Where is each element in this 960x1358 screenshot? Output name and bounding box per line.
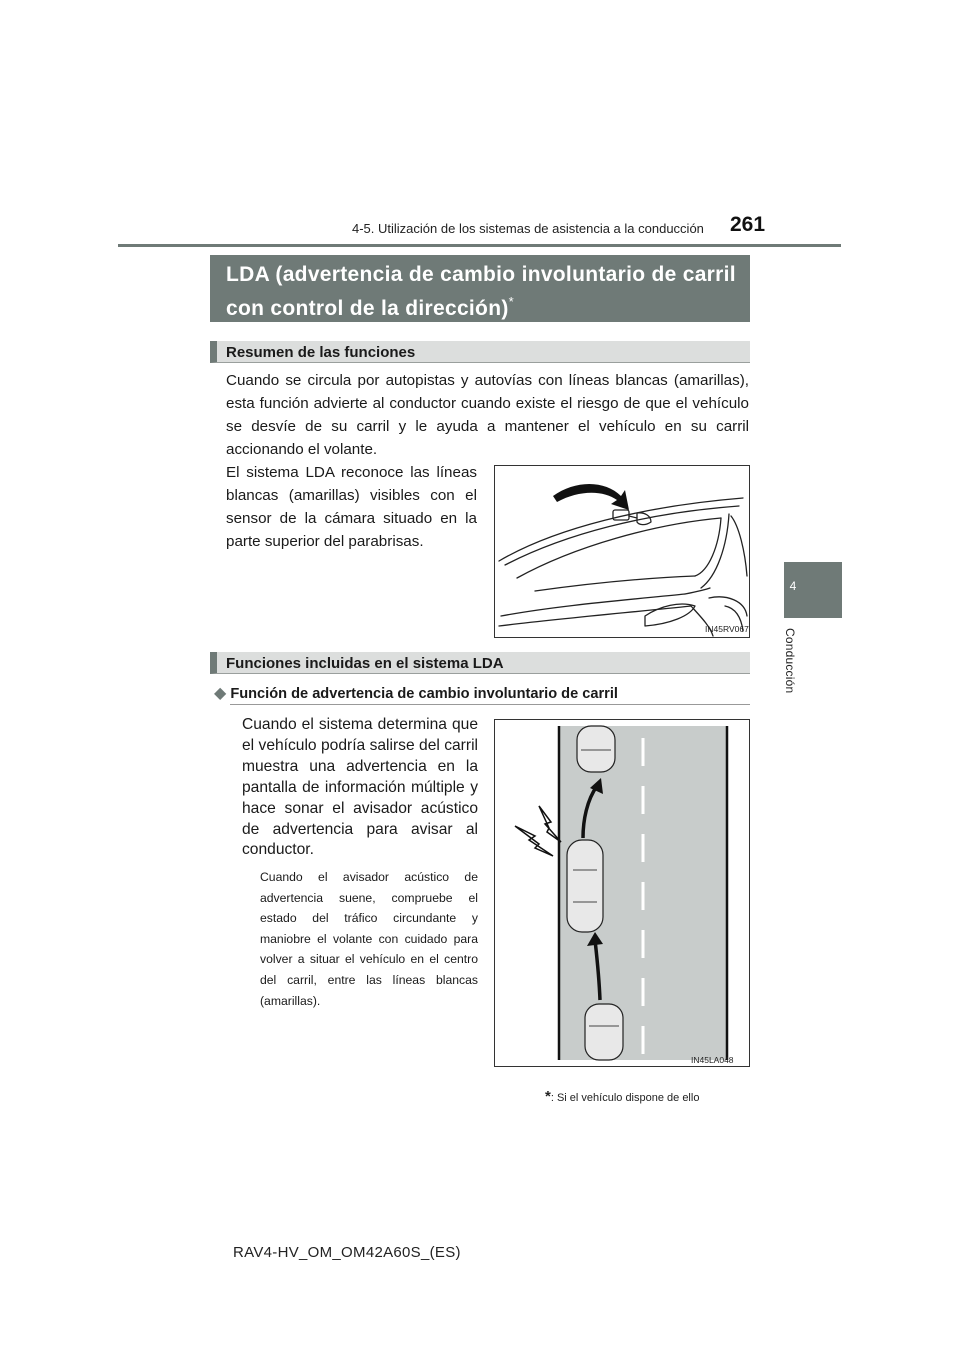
summary-heading: Resumen de las funciones [210, 341, 750, 363]
footnote-asterisk: * [545, 1088, 551, 1105]
function-subheading [214, 683, 618, 703]
subheading-rule [230, 704, 750, 705]
lane-departure-figure [494, 719, 750, 1067]
camera-location-figure [494, 465, 750, 638]
chapter-tab-number: 4 [789, 579, 797, 593]
header-rule [118, 244, 841, 247]
figure-code-2: IN45LA048 [691, 1055, 734, 1065]
document-code: RAV4-HV_OM_OM42A60S_(ES) [233, 1244, 461, 1261]
figure-code-1: IN45RV067 [705, 624, 749, 634]
function-body: Cuando el sistema determina que el vehículo podría salirse del carril muestra una advertencia en la pantalla de información múltiple y hace sonar el avisador acústico de advertencia para avisar al conductor. [242, 716, 478, 859]
lane-departure-illustration [495, 720, 749, 1066]
section-title [210, 255, 750, 322]
running-header-section: 4-5. Utilización de los sistemas de asistencia a la conducción [352, 221, 704, 236]
functions-heading: Funciones incluidas en el sistema LDA [210, 652, 750, 674]
footnote [545, 1088, 699, 1105]
chapter-tab-label: Conducción [783, 628, 797, 694]
footnote-text: : Si el vehículo dispone de ello [550, 1092, 700, 1104]
car-windshield-illustration [495, 466, 749, 637]
function-note: Cuando el avisador acústico de advertencia suene, compruebe el estado del tráfico circundante y maniobre el volante con cuidado para volver a situar el vehículo en el centro del carril, entre las líneas blancas (amarillas). [260, 870, 478, 1008]
page-number: 261 [730, 213, 766, 236]
camera-description: El sistema LDA reconoce las líneas blancas (amarillas) visibles con el sensor de la cámara situado en la parte superior del parabrisas. [226, 464, 477, 550]
diamond-bullet-icon: ◆ [214, 685, 227, 702]
title-asterisk: * [508, 294, 514, 309]
section-title-text: LDA (advertencia de cambio involuntario de carril con control de la dirección) [226, 263, 736, 320]
function-subheading-text: Función de advertencia de cambio involuntario de carril [230, 686, 618, 702]
summary-intro: Cuando se circula por autopistas y autovías con líneas blancas (amarillas), esta función advierte al conductor cuando existe el riesgo de que el vehículo se desvíe de su carril y le ayuda a mantener el vehículo en su carril accionando el volante. [226, 372, 749, 458]
